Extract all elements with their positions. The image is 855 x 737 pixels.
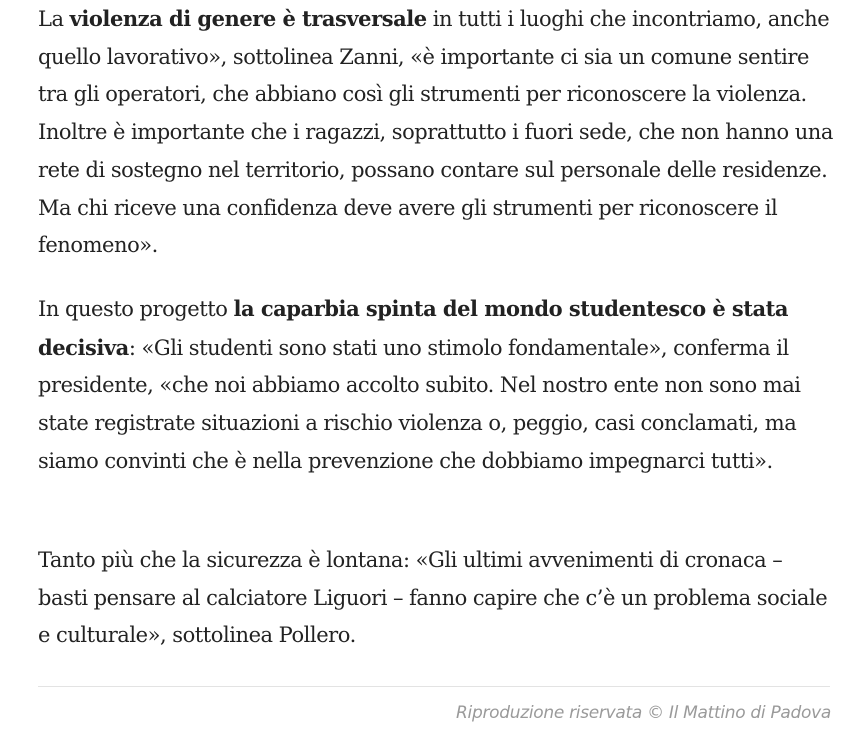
paragraph-1-text-start: La [38, 7, 70, 31]
paragraph-2-text-rest: : «Gli studenti sono stati uno stimolo fondamentale», conferma il presidente, «che noi abbiamo accolto subito. Nel nostro ente non sono mai state registrate situazioni a rischio violenza o, peggio, casi conclamati, ma siamo convinti che è nella prevenzione che dobbiamo impegnarci tutti». [38, 335, 801, 473]
paragraph-1-text-rest: in tutti i luoghi che incontriamo, anche quello lavorativo», sottolinea Zanni, «è importante ci sia un comune sentire tra gli operatori, che abbiano così gli strumenti per riconoscere la violenza. Inoltre è importante che i ragazzi, soprattutto i fuori sede, che non hanno una rete di sostegno nel territorio, possano contare sul personale delle residenze. Ma chi riceve una confidenza deve avere gli strumenti per riconoscere il fenomeno». [38, 7, 833, 258]
paragraph-2-text-start: In questo progetto [38, 297, 234, 321]
paragraph-3 [38, 542, 833, 655]
copyright-notice: Riproduzione riservata © Il Mattino di Padova [456, 703, 831, 723]
paragraph-2 [38, 290, 833, 481]
paragraph-2-bold: la caparbia spinta del mondo studentesco è stata decisiva [38, 296, 789, 360]
paragraph-1 [38, 0, 833, 265]
footer-divider [38, 686, 830, 687]
paragraph-3-text: Tanto più che la sicurezza è lontana: «Gli ultimi avvenimenti di cronaca – basti pensare al calciatore Liguori – fanno capire che c’è un problema sociale e culturale», sottolinea Pollero. [38, 548, 828, 648]
paragraph-1-bold: violenza di genere è trasversale [69, 6, 427, 31]
